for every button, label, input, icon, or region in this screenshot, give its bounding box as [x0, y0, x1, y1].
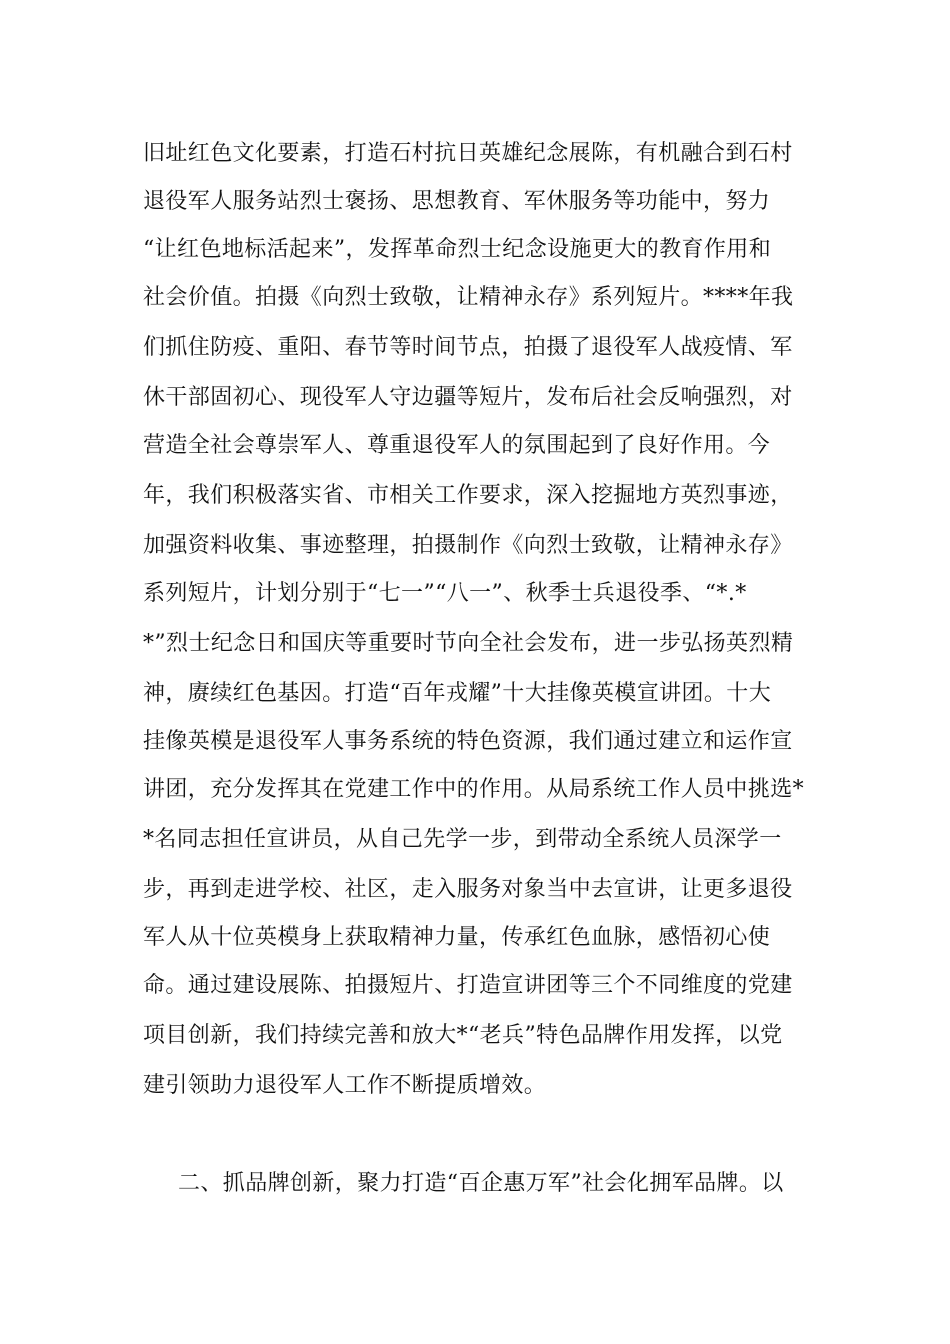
paragraph-line: 旧址红色文化要素，打造石村抗日英雄纪念展陈，有机融合到石村: [143, 141, 793, 166]
paragraph-line: 年，我们积极落实省、市相关工作要求，深入挖掘地方英烈事迹，: [143, 483, 793, 508]
paragraph-line: 营造全社会尊崇军人、尊重退役军人的氛围起到了良好作用。今: [143, 433, 771, 458]
paragraph-line: 社会价值。拍摄《向烈士致敬，让精神永存》系列短片。****年我: [143, 285, 794, 310]
paragraph-line: 挂像英模是退役军人事务系统的特色资源，我们通过建立和运作宣: [143, 729, 793, 754]
paragraph-line: *名同志担任宣讲员，从自己先学一步，到带动全系统人员深学一: [143, 827, 782, 852]
paragraph-line: 讲团，充分发挥其在党建工作中的作用。从局系统工作人员中挑选*: [143, 777, 805, 802]
paragraph-line: 命。通过建设展陈、拍摄短片、打造宣讲团等三个不同维度的党建: [143, 973, 793, 998]
paragraph-line: *”烈士纪念日和国庆等重要时节向全社会发布，进一步弘扬英烈精: [143, 631, 794, 656]
paragraph-line: 加强资料收集、事迹整理，拍摄制作《向烈士致敬，让精神永存》: [143, 533, 793, 558]
paragraph-line: “让红色地标活起来”，发挥革命烈士纪念设施更大的教育作用和: [143, 237, 772, 262]
paragraph-line: 项目创新，我们持续完善和放大*“老兵”特色品牌作用发挥，以党: [143, 1023, 783, 1048]
paragraph-line: 退役军人服务站烈士褒扬、思想教育、军休服务等功能中，努力: [143, 189, 771, 214]
paragraph-line: 系列短片，计划分别于“七一”“八一”、秋季士兵退役季、“*.*: [143, 581, 747, 606]
paragraph-line: 步，再到走进学校、社区，走入服务对象当中去宣讲，让更多退役: [143, 877, 793, 902]
paragraph-line: 神，赓续红色基因。打造“百年戎耀”十大挂像英模宣讲团。十大: [143, 681, 772, 706]
paragraph-line: 休干部固初心、现役军人守边疆等短片，发布后社会反响强烈，对: [143, 385, 793, 410]
paragraph-line: 建引领助力退役军人工作不断提质增效。: [143, 1073, 547, 1098]
paragraph-line: 军人从十位英模身上获取精神力量，传承红色血脉，感悟初心使: [143, 925, 771, 950]
section-heading-line: 二、抓品牌创新，聚力打造“百企惠万军”社会化拥军品牌。以: [178, 1171, 784, 1196]
paragraph-line: 们抓住防疫、重阳、春节等时间节点，拍摄了退役军人战疫情、军: [143, 335, 793, 360]
